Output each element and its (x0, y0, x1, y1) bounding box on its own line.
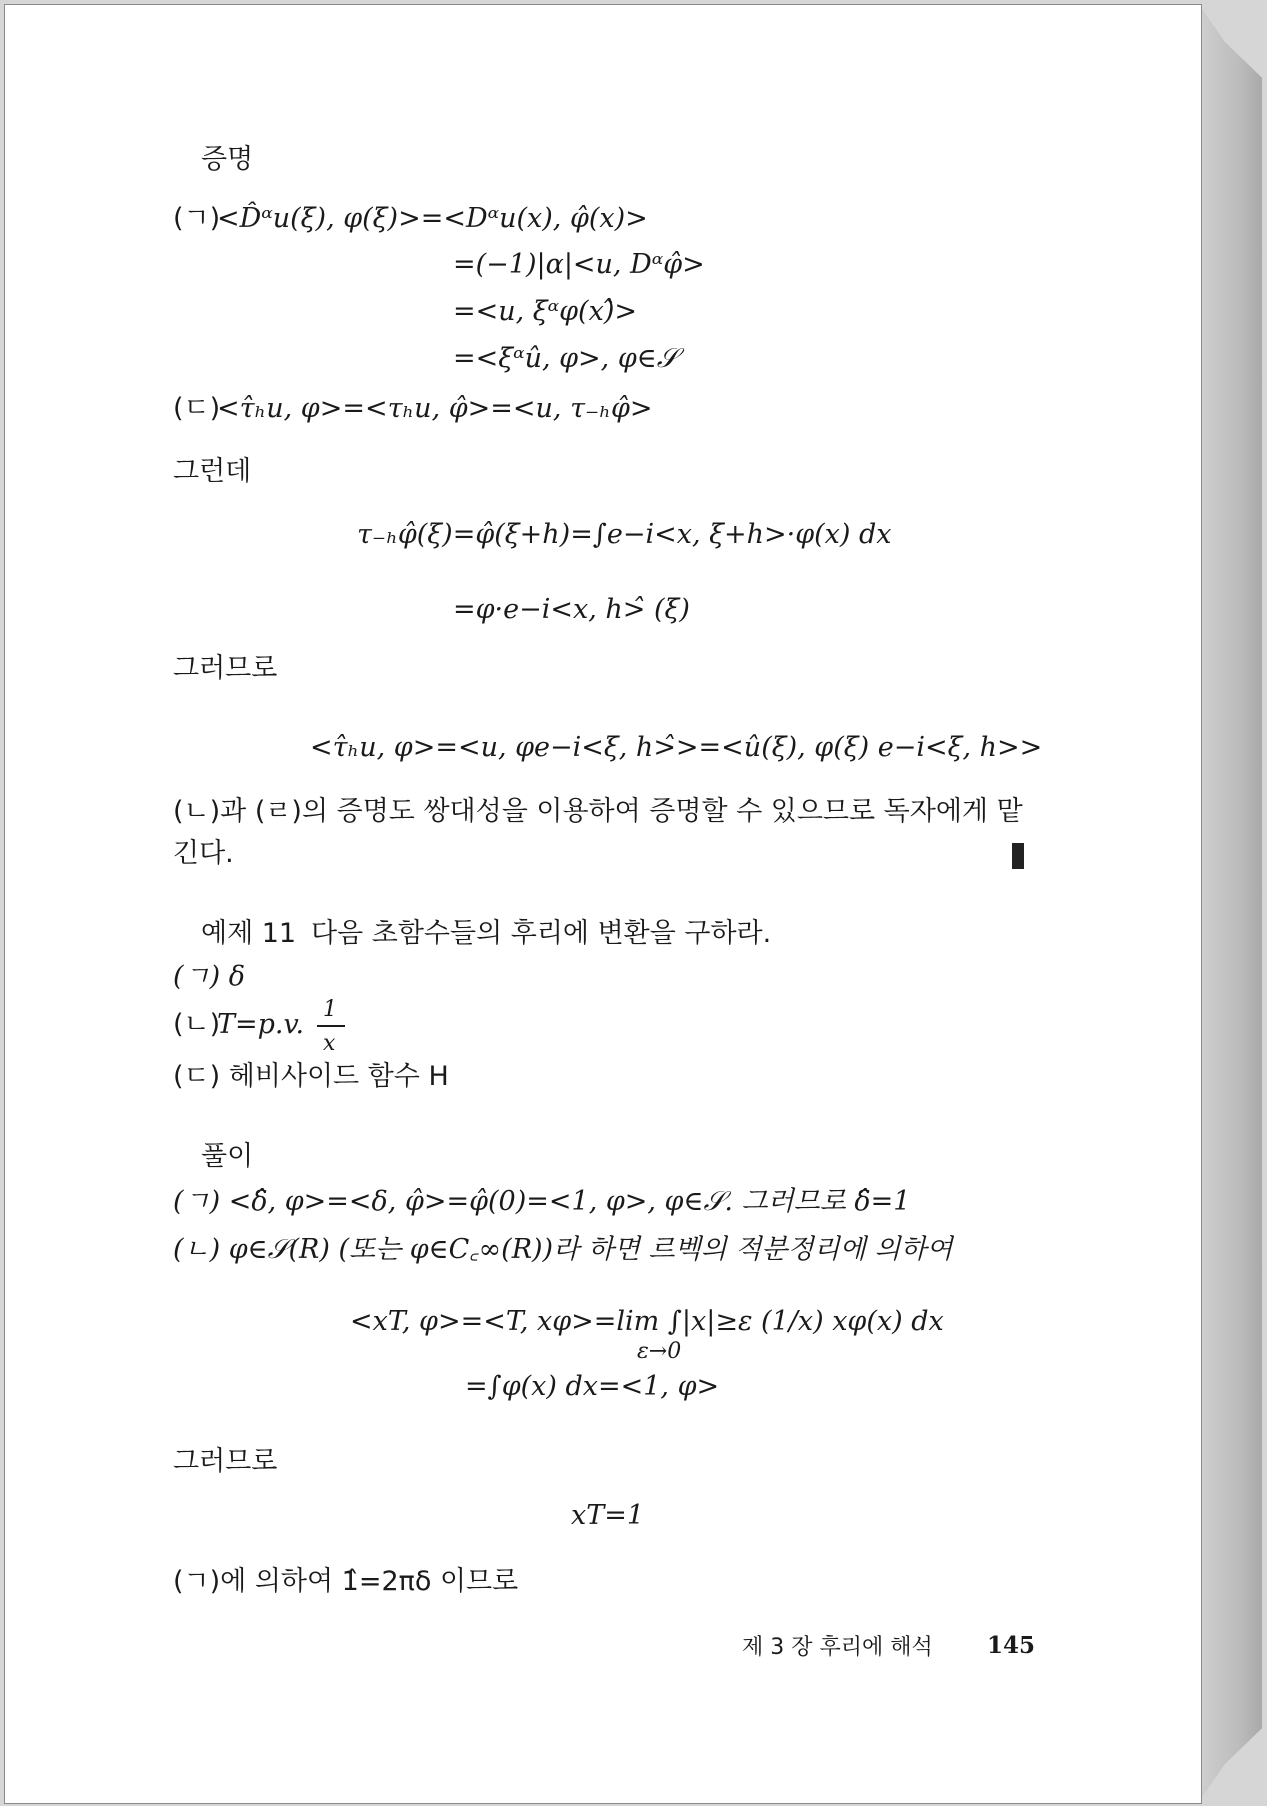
solution-heading: 풀이 (201, 1141, 254, 1172)
equation-4: xT=1 (571, 1500, 645, 1531)
remark-line1: (ㄴ)과 (ㄹ)의 증명도 쌍대성을 이용하여 증명할 수 있으므로 독자에게 맡 (173, 796, 1023, 827)
proof-a-label: (ㄱ) (173, 203, 221, 234)
fraction-denominator: x (323, 1031, 336, 1056)
page-number: 145 (987, 1632, 1036, 1659)
proof-a-line4: =<ξᵅû, φ>, φ∈𝒮 (453, 343, 678, 374)
example-statement: 다음 초함수들의 후리에 변환을 구하라. (311, 918, 772, 949)
equation-2: <τ̂ₕu, φ>=<u, φe−i<ξ, h>̂>=<û(ξ), φ(ξ) e−i<ξ, h>> (310, 732, 1043, 763)
equation-3-line2: =∫φ(x) dx=<1, φ> (465, 1371, 720, 1402)
remark-line2: 긴다. (173, 838, 234, 869)
therefore-text-2: 그러므로 (173, 1446, 278, 1477)
proof-a-line2: =(−1)|α|<u, Dᵅφ̂> (453, 249, 705, 280)
proof-a-line1: <D̂ᵅu(ξ), φ(ξ)>=<Dᵅu(x), φ̂(x)> (217, 203, 648, 234)
book-page (4, 4, 1202, 1804)
end-of-proof-mark (1012, 843, 1024, 869)
solution-line-a: (ㄱ) <δ̂, φ>=<δ, φ̂>=φ̂(0)=<1, φ>, φ∈𝒮. 그러므로 δ̂=1 (173, 1186, 911, 1217)
proof-heading: 증명 (201, 144, 254, 175)
example-title: 예제 11 (201, 918, 297, 949)
example-item-b-expr: T=p.v. (217, 1009, 305, 1040)
proof-c-label: (ㄷ) (173, 393, 221, 424)
example-item-a: (ㄱ) δ (173, 961, 245, 992)
example-item-b-label: (ㄴ) (173, 1009, 221, 1040)
footer-chapter: 제 3 장 후리에 해석 (742, 1635, 933, 1660)
page-content (5, 5, 1205, 1805)
proof-a-line3: =<u, ξᵅφ(x)̂> (453, 296, 637, 327)
equation-3-line1: <xT, φ>=<T, xφ>=lim ∫|x|≥ε (1/x) xφ(x) dx (350, 1306, 944, 1337)
however-text: 그런데 (173, 456, 252, 487)
equation-1-line2: =φ·e−i<x, h>̂ (ξ) (453, 594, 690, 625)
equation-3-limit-sub: ε→0 (637, 1339, 682, 1364)
solution-line-b: (ㄴ) φ∈𝒮(R) (또는 φ∈C꜀∞(R))라 하면 르벡의 적분정리에 의하여 (173, 1234, 953, 1265)
therefore-text-1: 그러므로 (173, 653, 278, 684)
equation-1-line1: τ₋ₕφ̂(ξ)=φ̂(ξ+h)=∫e−i<x, ξ+h>·φ(x) dx (357, 519, 892, 550)
example-item-c: (ㄷ) 헤비사이드 함수 H (173, 1061, 449, 1092)
solution-last-line: (ㄱ)에 의하여 1̂=2πδ 이므로 (173, 1566, 519, 1597)
fraction-numerator: 1 (323, 997, 337, 1022)
proof-c-line1: <τ̂ₕu, φ>=<τₕu, φ̂>=<u, τ₋ₕφ̂> (217, 393, 653, 424)
page-stack-edge (1200, 6, 1262, 1800)
